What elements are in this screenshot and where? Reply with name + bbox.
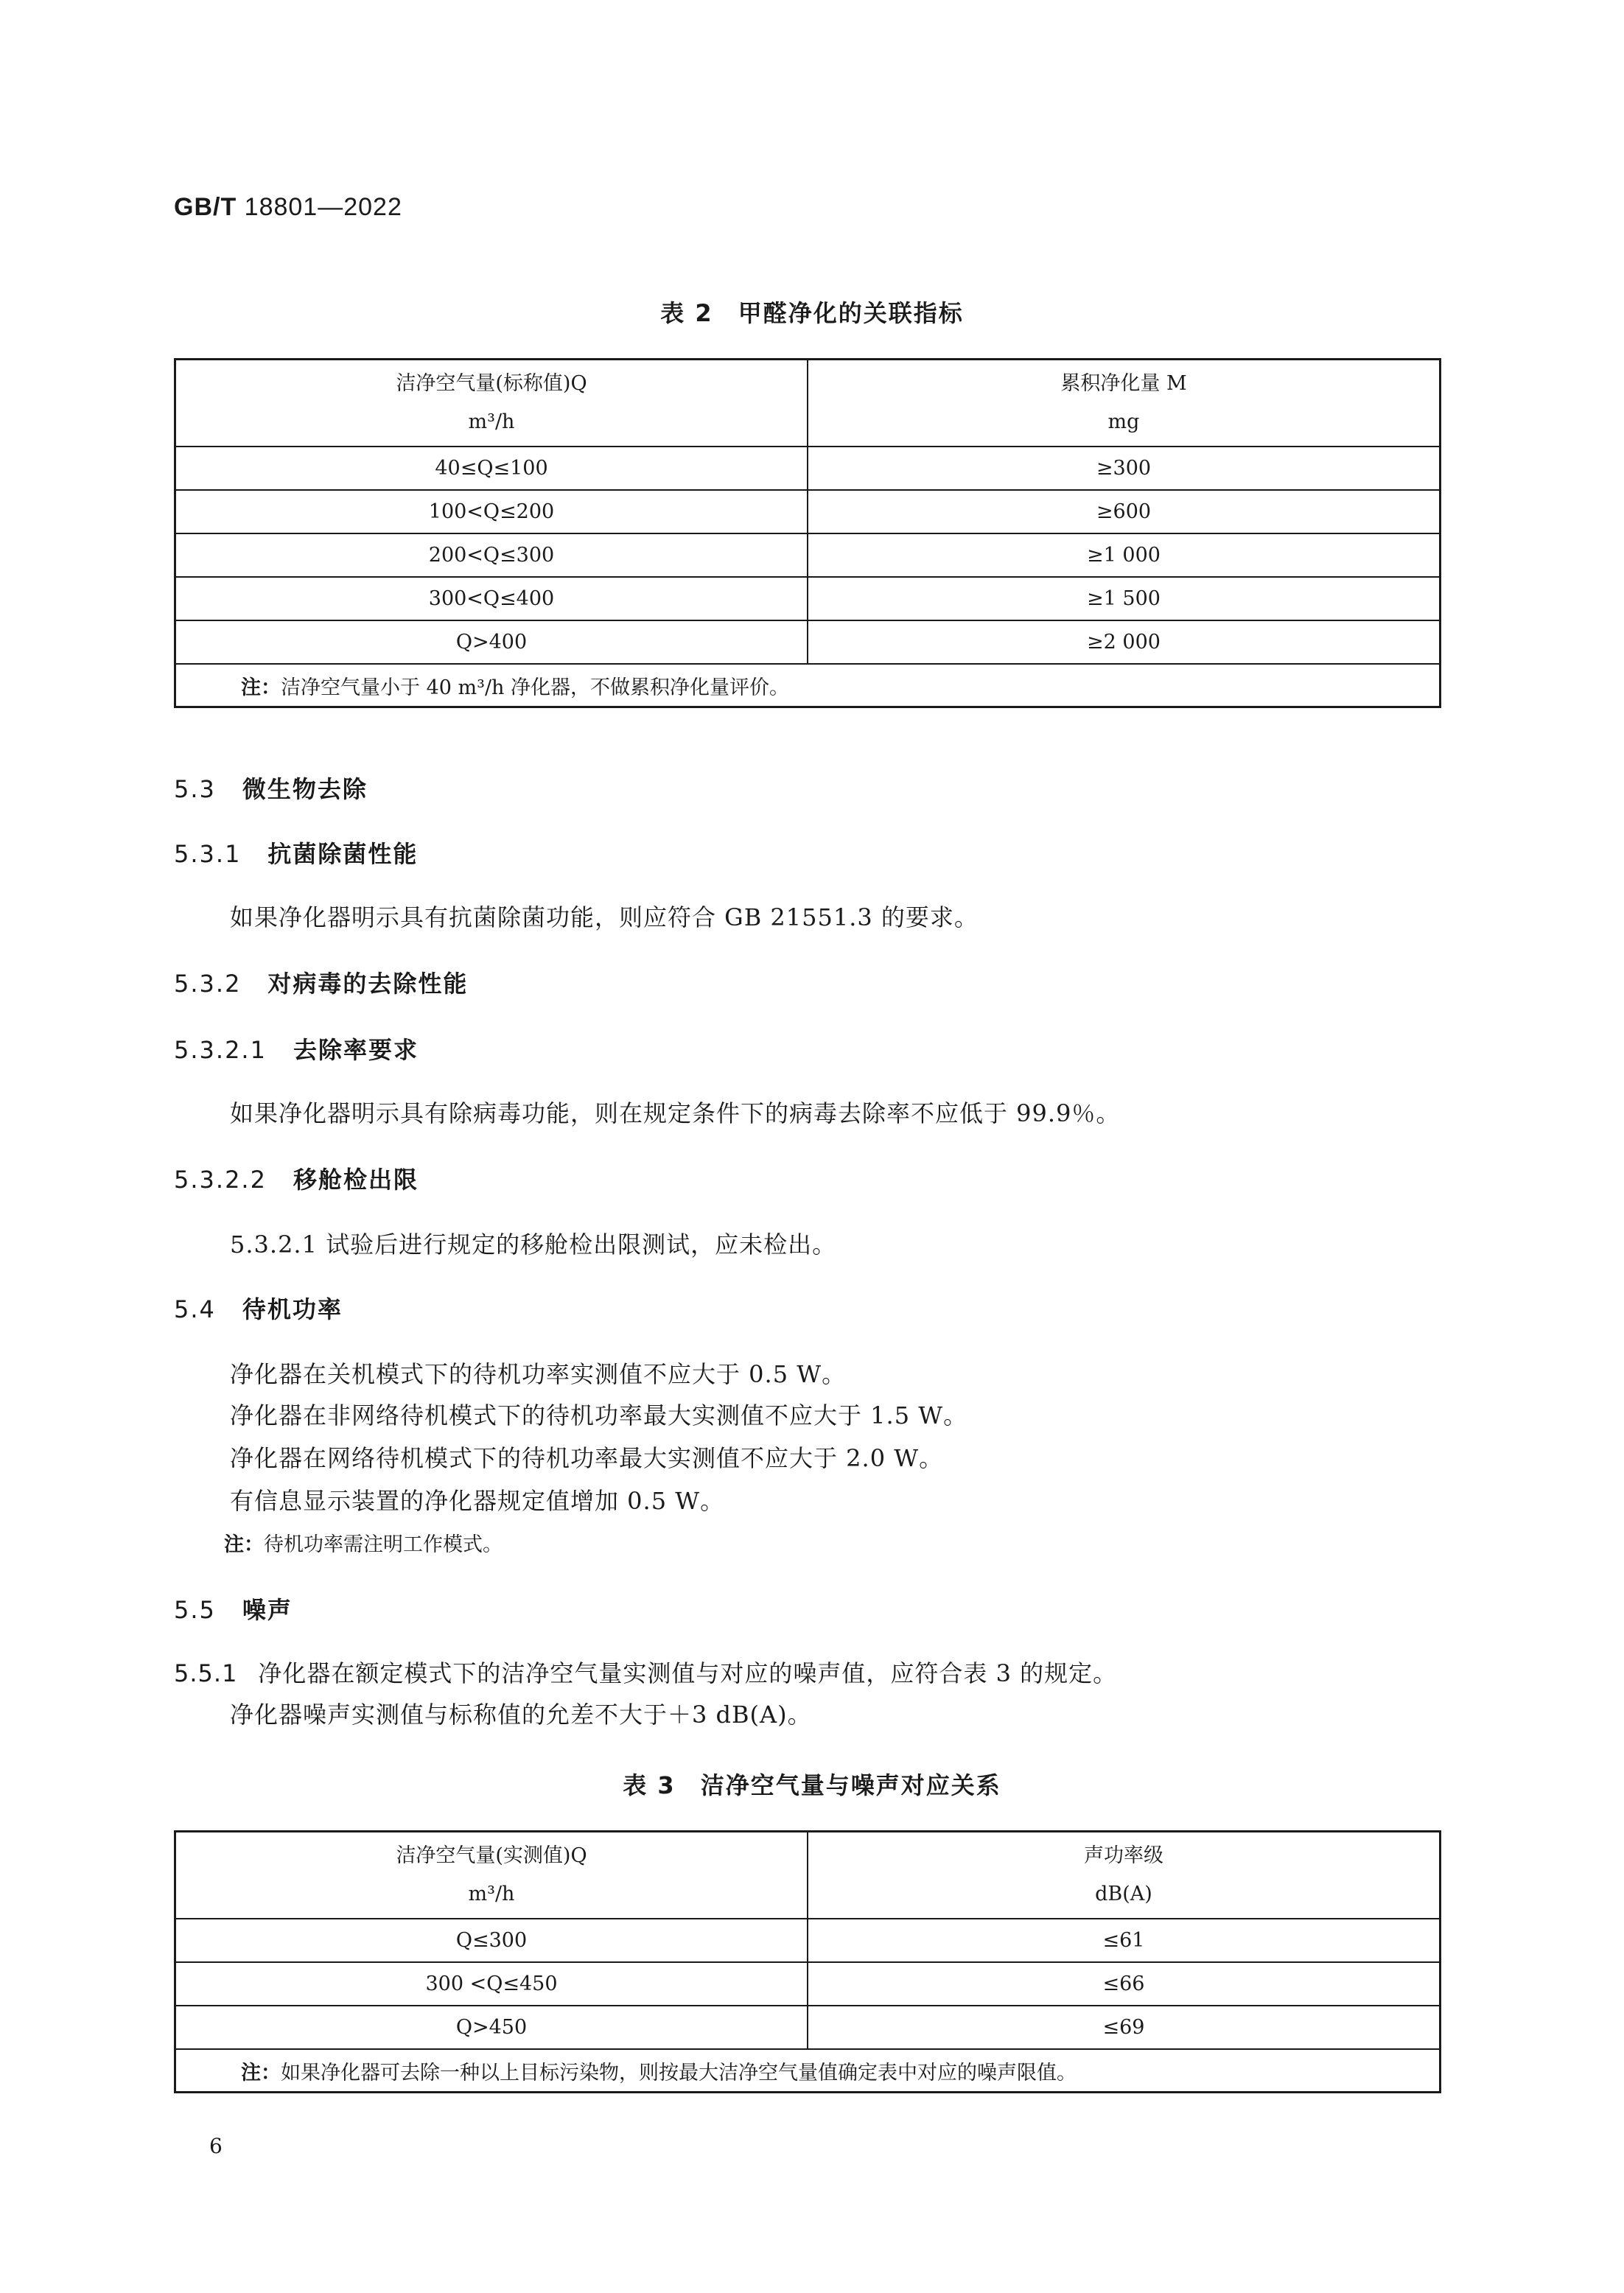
table-row — [175, 620, 1441, 664]
table2-col2-header: 累积净化量 M — [1060, 372, 1187, 395]
table3-col2-unit: dB(A) — [1095, 1883, 1152, 1905]
table-row — [175, 533, 1441, 577]
table2-value-cell: ≥300 — [808, 447, 1441, 490]
paragraph-5-3-2-1: 如果净化器明示具有除病毒功能，则在规定条件下的病毒去除率不应低于 99.9％。 — [230, 1099, 1121, 1127]
heading-5-3-1 — [174, 836, 418, 869]
heading-title: 去除率要求 — [293, 1036, 419, 1064]
table3-header-row — [175, 1832, 1441, 1919]
paragraph-5-3-2-2: 5.3.2.1 试验后进行规定的移舱检出限测试，应未检出。 — [230, 1230, 837, 1258]
table3-note-text: 如果净化器可去除一种以上目标污染物，则按最大洁净空气量值确定表中对应的噪声限值。 — [281, 2061, 1077, 2084]
heading-title: 微生物去除 — [242, 775, 368, 803]
note-5-4 — [224, 1528, 503, 1557]
table-row — [175, 1919, 1441, 1962]
table2-range-cell: 200<Q≤300 — [175, 533, 808, 577]
table-row — [175, 490, 1441, 533]
table3-col2-header: 声功率级 — [1084, 1844, 1163, 1867]
table3-value-cell: ≤66 — [808, 1962, 1441, 2006]
paragraph-5-5-1-line1 — [174, 1655, 1117, 1689]
heading-title: 抗菌除菌性能 — [267, 840, 419, 868]
table3-note-row — [175, 2049, 1441, 2093]
heading-title: 待机功率 — [242, 1295, 343, 1323]
standard-prefix: GB/T — [174, 193, 237, 221]
note-5-4-text: 待机功率需注明工作模式。 — [264, 1533, 503, 1556]
table3-range-cell: Q>450 — [175, 2006, 808, 2049]
heading-5-3-2-2 — [174, 1161, 419, 1195]
heading-5-3 — [174, 771, 368, 805]
heading-number: 5.3.1 — [174, 840, 242, 868]
table-row — [175, 2006, 1441, 2049]
table3-col1-unit: m³/h — [468, 1883, 515, 1905]
table3-title: 表 3 洁净空气量与噪声对应关系 — [623, 1771, 1001, 1799]
table2-range-cell: 40≤Q≤100 — [175, 447, 808, 490]
table3-range-cell: 300 <Q≤450 — [175, 1962, 808, 2006]
table-row — [175, 1962, 1441, 2006]
table3-note — [175, 2049, 1441, 2093]
standard-code — [174, 193, 402, 222]
page-number: 6 — [209, 2134, 223, 2158]
paragraph-5-4-line: 净化器在关机模式下的待机功率实测值不应大于 0.5 W。 — [230, 1360, 847, 1388]
heading-number: 5.3.2.2 — [174, 1166, 267, 1194]
table3-note-label: 注： — [241, 2061, 281, 2084]
heading-title: 移舱检出限 — [293, 1166, 419, 1194]
table3-col1-header: 洁净空气量(实测值)Q — [396, 1844, 587, 1867]
table2-range-cell: Q>400 — [175, 620, 808, 664]
paragraph-5-5-1-line2: 净化器噪声实测值与标称值的允差不大于＋3 dB(A)。 — [230, 1701, 812, 1729]
table2-note-row — [175, 664, 1441, 707]
table3-value-cell: ≤69 — [808, 2006, 1441, 2049]
table3-range-cell: Q≤300 — [175, 1919, 808, 1962]
heading-title: 对病毒的去除性能 — [267, 970, 469, 998]
table2-note-label: 注： — [241, 676, 281, 699]
heading-number: 5.3.2 — [174, 970, 242, 998]
table2-range-cell: 300<Q≤400 — [175, 577, 808, 620]
heading-number: 5.3 — [174, 775, 216, 803]
table2-range-cell: 100<Q≤200 — [175, 490, 808, 533]
paragraph-5-4-line: 净化器在非网络待机模式下的待机功率最大实测值不应大于 1.5 W。 — [230, 1401, 968, 1429]
heading-5-5 — [174, 1592, 293, 1625]
table-row — [175, 577, 1441, 620]
heading-number: 5.4 — [174, 1295, 216, 1323]
table2-value-cell: ≥2 000 — [808, 620, 1441, 664]
table2-header-row — [175, 360, 1441, 447]
table2-col2-unit: mg — [1107, 410, 1140, 433]
heading-number: 5.5 — [174, 1596, 216, 1624]
heading-5-4 — [174, 1291, 343, 1325]
table2-col1-header-cell — [175, 360, 808, 447]
table2-value-cell: ≥1 000 — [808, 533, 1441, 577]
heading-title: 噪声 — [242, 1596, 293, 1624]
paragraph-5-4-line: 有信息显示装置的净化器规定值增加 0.5 W。 — [230, 1487, 725, 1515]
table2-value-cell: ≥600 — [808, 490, 1441, 533]
standard-number: 18801—2022 — [244, 193, 402, 221]
heading-5-3-2-1 — [174, 1032, 419, 1065]
heading-number: 5.5.1 — [174, 1659, 238, 1687]
table3-col1-header-cell — [175, 1832, 808, 1919]
table2-note-text: 洁净空气量小于 40 m³/h 净化器，不做累积净化量评价。 — [281, 676, 790, 699]
table2-title: 表 2 甲醛净化的关联指标 — [660, 299, 964, 327]
table3 — [174, 1830, 1441, 2093]
table3-col2-header-cell — [808, 1832, 1441, 1919]
heading-5-3-2 — [174, 965, 468, 999]
paragraph-5-5-1-text: 净化器在额定模式下的洁净空气量实测值与对应的噪声值，应符合表 3 的规定。 — [258, 1659, 1118, 1687]
table2-col2-header-cell — [808, 360, 1441, 447]
table2-col1-unit: m³/h — [468, 410, 515, 433]
heading-number: 5.3.2.1 — [174, 1036, 267, 1064]
note-5-4-label: 注： — [224, 1533, 264, 1556]
paragraph-5-4-line: 净化器在网络待机模式下的待机功率最大实测值不应大于 2.0 W。 — [230, 1444, 944, 1472]
table3-value-cell: ≤61 — [808, 1919, 1441, 1962]
paragraph-5-3-1: 如果净化器明示具有抗菌除菌功能，则应符合 GB 21551.3 的要求。 — [230, 903, 979, 931]
table2-col1-header: 洁净空气量(标称值)Q — [396, 372, 587, 395]
table2-value-cell: ≥1 500 — [808, 577, 1441, 620]
table2 — [174, 358, 1441, 708]
table-row — [175, 447, 1441, 490]
table2-note — [175, 664, 1441, 707]
